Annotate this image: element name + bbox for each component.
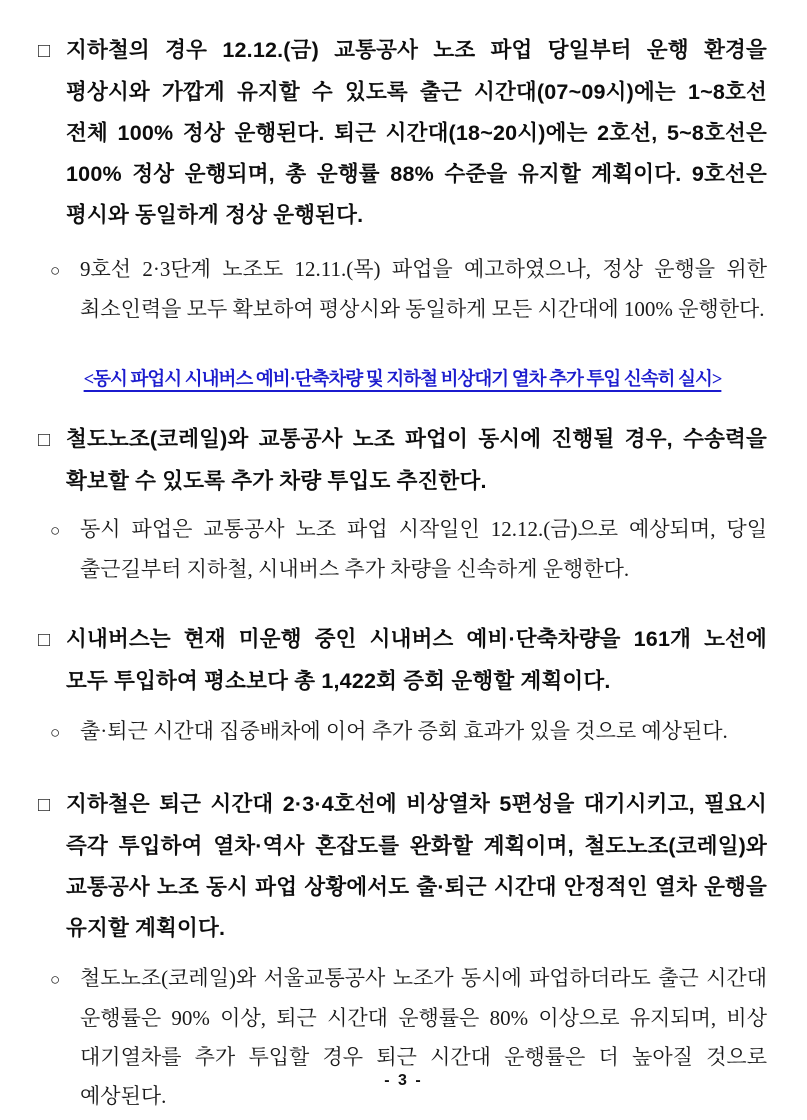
page-number: - 3 - [384, 1072, 423, 1089]
circle-bullet-icon: ○ [50, 723, 61, 742]
para-line9-union-text: 9호선 2·3단계 노조도 12.11.(목) 파업을 예고하였으나, 정상 운행을 위한 최소인력을 모두 확보하여 평상시와 동일하게 모든 시간대에 100% 운행한다. [80, 257, 767, 321]
para-bus-extra-runs [50, 712, 767, 752]
para-joint-strike-vehicles [38, 419, 767, 502]
para-joint-strike-rates-text: 철도노조(코레일)와 서울교통공사 노조가 동시에 파업하더라도 출근 시간대 운행률은 90% 이상, 퇴근 시간대 운행률은 80% 이상으로 유지되며, 비상 대기열차를 추가 투입할 경우 퇴근 시간대 운행률은 더 높아질 것으로 예상된다. [80, 966, 767, 1108]
square-bullet-icon: □ [38, 40, 51, 62]
para-subway-standby-trains-text: 지하철은 퇴근 시간대 2·3·4호선에 비상열차 5편성을 대기시키고, 필요시 즉각 투입하여 열차·역사 혼잡도를 완화할 계획이며, 철도노조(코레일)와 교통공사 노조 동시 파업 상황에서도 출·퇴근 시간대 안정적인 열차 운행을 유지할 계획이다. [66, 792, 767, 940]
para-joint-strike-rates [50, 959, 767, 1116]
circle-bullet-icon: ○ [50, 261, 61, 280]
square-bullet-icon: □ [38, 429, 51, 451]
circle-bullet-icon: ○ [50, 970, 61, 989]
para-joint-strike-date-text: 동시 파업은 교통공사 노조 파업 시작일인 12.12.(금)으로 예상되며, 당일 출근길부터 지하철, 시내버스 추가 차량을 신속하게 운행한다. [80, 517, 767, 581]
para-subway-standby-trains [38, 784, 767, 949]
para-joint-strike-date [50, 510, 767, 589]
section-heading: <동시 파업시 시내버스 예비·단축차량 및 지하철 비상대기 열차 추가 투입 신속히 실시> [83, 370, 722, 390]
para-subway-operation [38, 30, 767, 236]
square-bullet-icon: □ [38, 794, 51, 816]
para-city-bus-text: 시내버스는 현재 미운행 중인 시내버스 예비·단축차량을 161개 노선에 모두 투입하여 평소보다 총 1,422회 증회 운행할 계획이다. [66, 627, 767, 693]
para-line9-union [50, 250, 767, 329]
para-subway-operation-text: 지하철의 경우 12.12.(금) 교통공사 노조 파업 당일부터 운행 환경을 평상시와 가깝게 유지할 수 있도록 출근 시간대(07~09시)에는 1~8호선 전체 100% 정상 운행된다. 퇴근 시간대(18~20시)에는 2호선, 5~8호선은 100% 정상 운행되며, 총 운행률 88% 수준을 유지할 계획이다. 9호선은 평시와 동일하게 정상 운행된다. [66, 38, 767, 227]
square-bullet-icon: □ [38, 629, 51, 651]
para-bus-extra-runs-text: 출·퇴근 시간대 집중배차에 이어 추가 증회 효과가 있을 것으로 예상된다. [80, 719, 728, 743]
para-joint-strike-vehicles-text: 철도노조(코레일)와 교통공사 노조 파업이 동시에 진행될 경우, 수송력을 확보할 수 있도록 추가 차량 투입도 추진한다. [66, 427, 767, 493]
circle-bullet-icon: ○ [50, 521, 61, 540]
para-city-bus [38, 619, 767, 702]
